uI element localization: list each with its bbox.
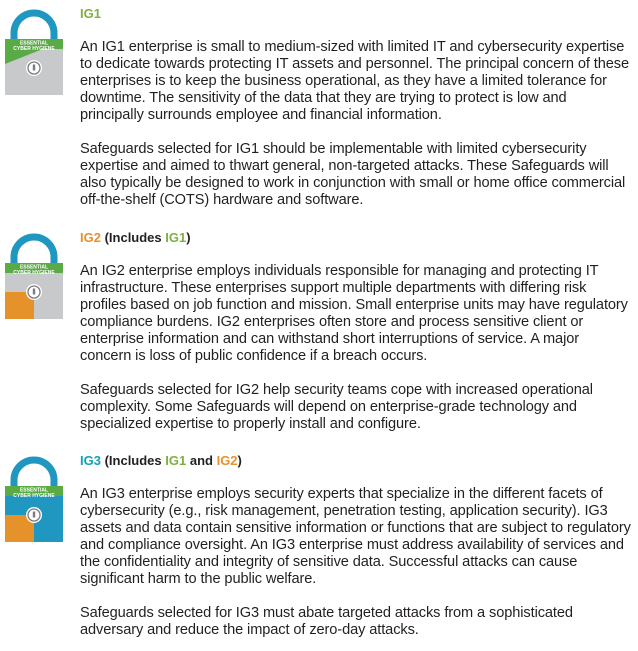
ig1-content [80, 6, 632, 209]
svg-text:ESSENTIAL: ESSENTIAL [19, 487, 49, 494]
essential-cyber-hygiene-badge-icon [4, 453, 64, 543]
essential-cyber-hygiene-badge-icon [4, 230, 64, 320]
ig3-heading: IG3 (Includes IG1 and IG2) [80, 453, 242, 468]
ig2-content [80, 230, 632, 433]
ig3-safeguards: Safeguards selected for IG3 must abate targeted attacks from a sophisticated adversary and reduce the impact of zero-day attacks. [80, 605, 573, 638]
ig2-description: An IG2 enterprise employs individuals responsible for managing and protecting IT infrastructure. These enterprises support multiple departments with differing risk profiles based on job function and mission. Small enterprise units may have regulatory compliance burdens. IG2 enterprises often store and process sensitive client or enterprise information and can withstand short interruptions of service. A major concern is loss of public confidence if a breach occurs. [80, 263, 628, 364]
svg-text:CYBER HYGIENE: CYBER HYGIENE [13, 46, 55, 52]
ig1-description: An IG1 enterprise is small to medium-sized with limited IT and cybersecurity expertise to dedicate towards protecting IT assets and personnel. The principal concern of these enterprises is to keep the business operational, as they have a limited tolerance for downtime. The sensitivity of the data that they are trying to protect is low and principally surrounds employee and financial information. [80, 39, 629, 123]
ig1-heading: IG1 [80, 6, 101, 21]
essential-cyber-hygiene-badge-icon [4, 6, 64, 96]
ig3-content [80, 453, 632, 639]
ig1-safeguards: Safeguards selected for IG1 should be implementable with limited cybersecurity expertise and aimed to thwart general, non-targeted attacks. These Safeguards will also typically be designed to work in conjunction with small or home office commercial off-the-shelf (COTS) hardware and software. [80, 141, 626, 208]
ig2-safeguards: Safeguards selected for IG2 help security teams cope with increased operational complexity. Some Safeguards will depend on enterprise-grade technology and specialized expertise to properly install and configure. [80, 382, 593, 432]
svg-text:ESSENTIAL: ESSENTIAL [19, 264, 49, 271]
ig3-description: An IG3 enterprise employs security experts that specialize in the different facets of cybersecurity (e.g., risk management, penetration testing, application security). IG3 assets and data contain sensitive information or functions that are subject to regulatory and compliance oversight. An IG3 enterprise must address availability of services and the confidentiality and integrity of sensitive data. Successful attacks can cause significant harm to the public welfare. [80, 486, 631, 587]
svg-text:ESSENTIAL: ESSENTIAL [19, 40, 49, 47]
svg-text:CYBER HYGIENE: CYBER HYGIENE [13, 493, 55, 499]
ig2-heading: IG2 (Includes IG1) [80, 230, 191, 245]
svg-text:CYBER HYGIENE: CYBER HYGIENE [13, 270, 55, 276]
